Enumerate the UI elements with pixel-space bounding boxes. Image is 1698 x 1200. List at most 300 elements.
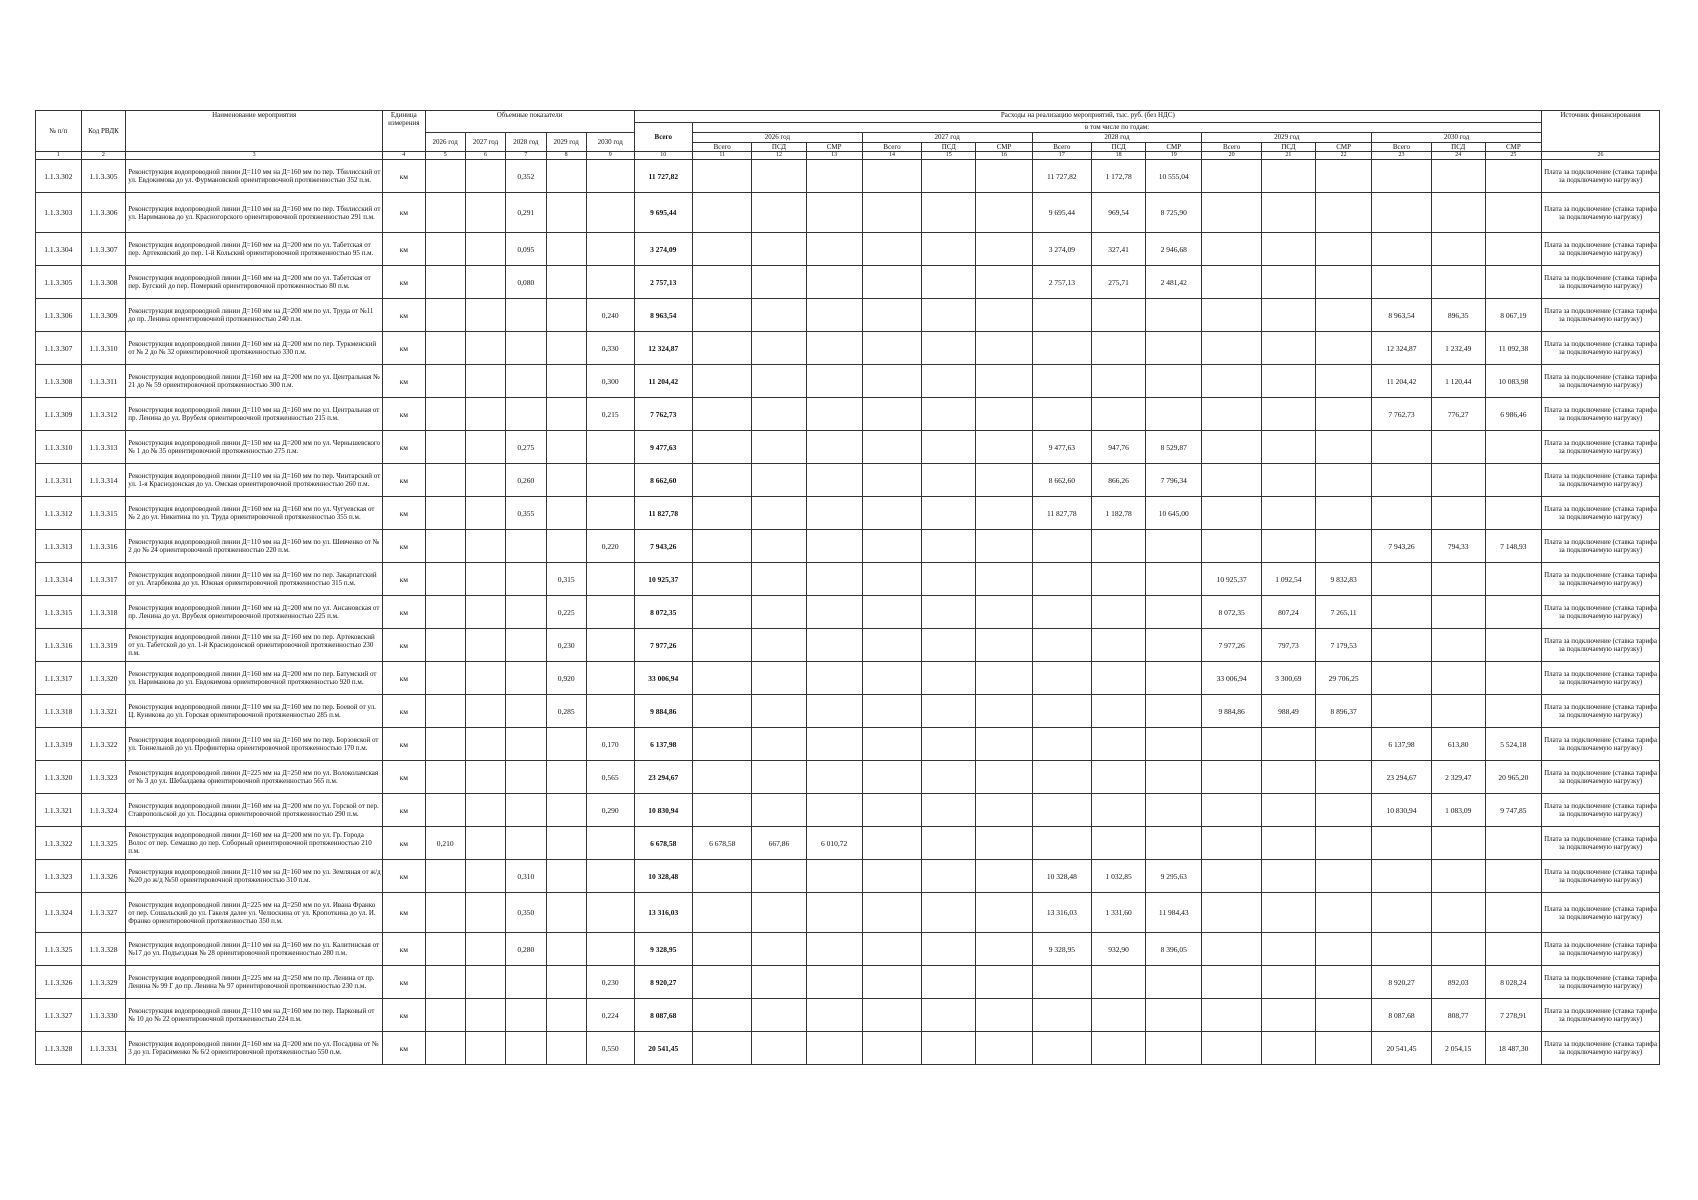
cell-code: 1.1.3.310 xyxy=(81,332,126,365)
cell-source: Плата за подключение (ставка тарифа за подключаемую нагрузку) xyxy=(1542,266,1660,299)
cell-source: Плата за подключение (ставка тарифа за подключаемую нагрузку) xyxy=(1542,193,1660,233)
cell-code: 1.1.3.323 xyxy=(81,761,126,794)
cell-psd xyxy=(1092,398,1146,431)
cell-smr xyxy=(806,596,862,629)
column-number: 1 xyxy=(36,152,82,160)
cell-volume xyxy=(465,728,505,761)
cell-volume xyxy=(425,1032,465,1065)
cell-source: Плата за подключение (ставка тарифа за подключаемую нагрузку) xyxy=(1542,999,1660,1032)
cell-total: 10 328,48 xyxy=(634,860,692,893)
table-row xyxy=(36,497,1660,530)
cell-code: 1.1.3.308 xyxy=(81,266,126,299)
cell-year-total xyxy=(1202,266,1261,299)
cell-year-total xyxy=(1032,761,1091,794)
cell-year-total xyxy=(862,662,921,695)
cell-volume xyxy=(506,761,546,794)
cell-psd xyxy=(1431,933,1485,966)
cell-year-total xyxy=(862,860,921,893)
cell-total: 10 830,94 xyxy=(634,794,692,827)
cell-volume xyxy=(586,629,634,662)
cell-source: Плата за подключение (ставка тарифа за подключаемую нагрузку) xyxy=(1542,629,1660,662)
cell-smr xyxy=(1146,827,1202,860)
cell-psd xyxy=(752,695,806,728)
cell-psd: 1 092,54 xyxy=(1261,563,1315,596)
cell-volume xyxy=(465,933,505,966)
cell-year-total xyxy=(862,332,921,365)
header-name: Наименование мероприятия xyxy=(126,111,383,152)
cell-psd xyxy=(922,999,976,1032)
cell-psd xyxy=(1261,860,1315,893)
cell-year-total xyxy=(862,193,921,233)
cell-smr xyxy=(806,233,862,266)
cell-year-total xyxy=(862,266,921,299)
cell-unit: км xyxy=(383,794,425,827)
cell-volume xyxy=(425,497,465,530)
cell-code: 1.1.3.309 xyxy=(81,299,126,332)
cell-psd xyxy=(922,332,976,365)
exp-sub-header: Всего xyxy=(1202,143,1261,152)
cell-psd: 613,80 xyxy=(1431,728,1485,761)
cell-volume xyxy=(546,266,586,299)
cell-unit: км xyxy=(383,728,425,761)
cell-year-total xyxy=(692,193,751,233)
cell-smr xyxy=(1315,398,1371,431)
exp-sub-header: Всего xyxy=(692,143,751,152)
cell-year-total xyxy=(862,398,921,431)
cell-volume xyxy=(546,193,586,233)
cell-year-total xyxy=(692,233,751,266)
cell-year-total: 20 541,45 xyxy=(1372,1032,1431,1065)
cell-unit: км xyxy=(383,695,425,728)
cell-year-total: 33 006,94 xyxy=(1202,662,1261,695)
cell-psd: 932,90 xyxy=(1092,933,1146,966)
cell-name: Реконструкция водопроводной линии Д=110 мм на Д=160 мм по пер. Боевой от ул. Ц. Куникова до ул. Горская ориентировочной протяженностью 285 п.м. xyxy=(126,695,383,728)
cell-year-total xyxy=(862,728,921,761)
column-number: 11 xyxy=(692,152,751,160)
exp-sub-header: ПСД xyxy=(752,143,806,152)
exp-year-header: 2029 год xyxy=(1202,133,1372,143)
cell-name: Реконструкция водопроводной линии Д=110 мм на Д=160 мм по пер. Тбилисский от ул. Нариманова до ул. Красногорского ориентировочной протяженностью 291 п.м. xyxy=(126,193,383,233)
cell-psd xyxy=(1261,728,1315,761)
cell-year-total xyxy=(1202,999,1261,1032)
cell-psd xyxy=(922,893,976,933)
cell-total: 9 695,44 xyxy=(634,193,692,233)
cell-smr xyxy=(976,563,1032,596)
cell-source: Плата за подключение (ставка тарифа за подключаемую нагрузку) xyxy=(1542,893,1660,933)
cell-volume xyxy=(506,563,546,596)
cell-volume xyxy=(586,233,634,266)
cell-volume xyxy=(425,266,465,299)
cell-psd xyxy=(1261,431,1315,464)
cell-psd xyxy=(1431,266,1485,299)
cell-year-total xyxy=(692,160,751,193)
cell-year-total: 11 827,78 xyxy=(1032,497,1091,530)
cell-volume xyxy=(506,827,546,860)
cell-source: Плата за подключение (ставка тарифа за подключаемую нагрузку) xyxy=(1542,160,1660,193)
cell-unit: км xyxy=(383,464,425,497)
cell-source: Плата за подключение (ставка тарифа за подключаемую нагрузку) xyxy=(1542,966,1660,999)
cell-smr: 8 529,87 xyxy=(1146,431,1202,464)
cell-year-total xyxy=(862,464,921,497)
cell-total: 11 727,82 xyxy=(634,160,692,193)
cell-volume xyxy=(546,431,586,464)
cell-code: 1.1.3.315 xyxy=(81,497,126,530)
cell-year-total xyxy=(692,794,751,827)
cell-volume xyxy=(425,365,465,398)
cell-smr xyxy=(1315,794,1371,827)
cell-name: Реконструкция водопроводной линии Д=110 мм на Д=160 мм по ул. Центральная от пр. Ленина до ул. Врубеля ориентировочной протяженностью 215 п.м. xyxy=(126,398,383,431)
cell-year-total: 9 328,95 xyxy=(1032,933,1091,966)
cell-number: 1.1.3.328 xyxy=(36,1032,82,1065)
column-number: 9 xyxy=(586,152,634,160)
cell-number: 1.1.3.303 xyxy=(36,193,82,233)
cell-name: Реконструкция водопроводной линии Д=160 мм на Д=200 мм по ул. Ансановская от пр. Ленина до ул. Врубеля ориентировочной протяженностью 225 п.м. xyxy=(126,596,383,629)
cell-psd xyxy=(1261,827,1315,860)
cell-volume xyxy=(546,299,586,332)
cell-number: 1.1.3.318 xyxy=(36,695,82,728)
cell-psd xyxy=(922,464,976,497)
cell-volume xyxy=(465,563,505,596)
cell-smr xyxy=(976,497,1032,530)
cell-smr xyxy=(806,193,862,233)
cell-psd xyxy=(1092,794,1146,827)
cell-psd xyxy=(1261,966,1315,999)
cell-volume xyxy=(465,365,505,398)
cell-psd xyxy=(1261,794,1315,827)
column-number: 7 xyxy=(506,152,546,160)
cell-smr xyxy=(1485,497,1541,530)
cell-psd xyxy=(922,728,976,761)
cell-psd xyxy=(752,398,806,431)
cell-psd xyxy=(922,662,976,695)
cell-year-total xyxy=(862,1032,921,1065)
cell-smr xyxy=(976,299,1032,332)
cell-smr xyxy=(976,933,1032,966)
cell-year-total xyxy=(1202,497,1261,530)
cell-volume xyxy=(425,761,465,794)
cell-smr xyxy=(1315,233,1371,266)
cell-psd xyxy=(922,398,976,431)
cell-psd xyxy=(752,431,806,464)
cell-smr xyxy=(806,563,862,596)
cell-volume xyxy=(425,999,465,1032)
cell-smr xyxy=(976,193,1032,233)
cell-volume xyxy=(425,431,465,464)
cell-smr: 7 278,91 xyxy=(1485,999,1541,1032)
column-number: 26 xyxy=(1542,152,1660,160)
cell-psd xyxy=(1261,761,1315,794)
cell-code: 1.1.3.322 xyxy=(81,728,126,761)
cell-psd xyxy=(922,629,976,662)
cell-volume: 0,224 xyxy=(586,999,634,1032)
cell-year-total xyxy=(1202,933,1261,966)
cell-year-total xyxy=(1032,596,1091,629)
cell-volume: 0,550 xyxy=(586,1032,634,1065)
cell-year-total xyxy=(692,662,751,695)
table-row xyxy=(36,193,1660,233)
cell-smr: 8 896,37 xyxy=(1315,695,1371,728)
cell-psd xyxy=(1261,933,1315,966)
cell-smr xyxy=(806,431,862,464)
cell-smr xyxy=(1146,563,1202,596)
cell-smr xyxy=(976,827,1032,860)
cell-psd xyxy=(1261,233,1315,266)
measures-table xyxy=(35,110,1660,1065)
cell-unit: км xyxy=(383,827,425,860)
cell-number: 1.1.3.327 xyxy=(36,999,82,1032)
cell-total: 20 541,45 xyxy=(634,1032,692,1065)
cell-year-total: 10 328,48 xyxy=(1032,860,1091,893)
cell-volume xyxy=(506,662,546,695)
table-row xyxy=(36,794,1660,827)
column-number: 23 xyxy=(1372,152,1431,160)
cell-year-total xyxy=(862,431,921,464)
cell-volume xyxy=(425,464,465,497)
exp-sub-header: Всего xyxy=(1372,143,1431,152)
header-total: Всего xyxy=(634,123,692,152)
cell-psd xyxy=(1431,662,1485,695)
cell-psd xyxy=(752,728,806,761)
cell-volume xyxy=(465,497,505,530)
cell-psd xyxy=(752,365,806,398)
column-number: 18 xyxy=(1092,152,1146,160)
cell-smr xyxy=(1485,160,1541,193)
cell-code: 1.1.3.306 xyxy=(81,193,126,233)
cell-year-total: 3 274,09 xyxy=(1032,233,1091,266)
cell-psd xyxy=(752,464,806,497)
cell-total: 6 678,58 xyxy=(634,827,692,860)
cell-smr xyxy=(976,398,1032,431)
cell-year-total xyxy=(1032,1032,1091,1065)
cell-psd xyxy=(1431,497,1485,530)
cell-psd xyxy=(922,933,976,966)
cell-psd xyxy=(752,794,806,827)
cell-source: Плата за подключение (ставка тарифа за подключаемую нагрузку) xyxy=(1542,933,1660,966)
cell-smr: 11 984,43 xyxy=(1146,893,1202,933)
cell-code: 1.1.3.314 xyxy=(81,464,126,497)
cell-volume xyxy=(465,332,505,365)
cell-psd xyxy=(1261,1032,1315,1065)
cell-year-total xyxy=(1032,299,1091,332)
cell-smr xyxy=(806,332,862,365)
cell-source: Плата за подключение (ставка тарифа за подключаемую нагрузку) xyxy=(1542,233,1660,266)
cell-volume xyxy=(586,464,634,497)
cell-psd xyxy=(1092,761,1146,794)
cell-year-total xyxy=(692,728,751,761)
cell-volume xyxy=(465,999,505,1032)
cell-year-total xyxy=(862,893,921,933)
cell-number: 1.1.3.308 xyxy=(36,365,82,398)
cell-name: Реконструкция водопроводной линии Д=110 мм на Д=160 мм по ул. Шевченко от № 2 до № 24 ориентировочной протяженностью 220 п.м. xyxy=(126,530,383,563)
cell-unit: км xyxy=(383,596,425,629)
exp-sub-header: СМР xyxy=(1485,143,1541,152)
cell-psd xyxy=(1261,365,1315,398)
cell-smr xyxy=(1485,464,1541,497)
cell-smr: 9 295,63 xyxy=(1146,860,1202,893)
cell-smr xyxy=(1315,999,1371,1032)
cell-name: Реконструкция водопроводной линии Д=160 мм на Д=200 мм по ул. Посадина от № 3 до ул. Герасименко № 6/2 ориентировочной протяженностью 550 п.м. xyxy=(126,1032,383,1065)
cell-smr xyxy=(976,1032,1032,1065)
table-row xyxy=(36,728,1660,761)
cell-number: 1.1.3.314 xyxy=(36,563,82,596)
cell-year-total xyxy=(692,332,751,365)
column-number: 25 xyxy=(1485,152,1541,160)
cell-psd: 988,49 xyxy=(1261,695,1315,728)
cell-psd xyxy=(1092,563,1146,596)
cell-year-total: 11 204,42 xyxy=(1372,365,1431,398)
table-body xyxy=(36,160,1660,1065)
cell-volume xyxy=(546,761,586,794)
cell-volume xyxy=(465,662,505,695)
cell-volume xyxy=(465,761,505,794)
cell-volume xyxy=(425,728,465,761)
cell-source: Плата за подключение (ставка тарифа за подключаемую нагрузку) xyxy=(1542,464,1660,497)
cell-volume xyxy=(465,966,505,999)
cell-name: Реконструкция водопроводной линии Д=160 мм на Д=200 мм по ул. Труда от №11 до пр. Ленина ориентировочной протяженностью 240 п.м. xyxy=(126,299,383,332)
cell-name: Реконструкция водопроводной линии Д=160 мм на Д=200 мм по ул. Табетская от пер. Артековский до пер. 1-й Кольский ориентировочной протяженностью 95 п.м. xyxy=(126,233,383,266)
cell-unit: км xyxy=(383,233,425,266)
cell-smr xyxy=(976,596,1032,629)
cell-volume xyxy=(465,233,505,266)
cell-psd xyxy=(922,596,976,629)
cell-year-total xyxy=(862,794,921,827)
cell-volume xyxy=(546,398,586,431)
cell-volume xyxy=(586,933,634,966)
cell-year-total xyxy=(1032,332,1091,365)
cell-year-total: 8 087,68 xyxy=(1372,999,1431,1032)
cell-year-total: 11 727,82 xyxy=(1032,160,1091,193)
cell-year-total xyxy=(692,266,751,299)
cell-volume xyxy=(586,497,634,530)
cell-name: Реконструкция водопроводной линии Д=225 мм на Д=250 мм по пр. Ленина от пр. Ленина № 99 Г до пр. Ленина № 97 ориентировочной протяженностью 230 п.м. xyxy=(126,966,383,999)
cell-volume xyxy=(546,860,586,893)
table-row xyxy=(36,398,1660,431)
cell-smr xyxy=(806,966,862,999)
cell-volume xyxy=(586,827,634,860)
cell-year-total: 8 963,54 xyxy=(1372,299,1431,332)
cell-psd xyxy=(1092,728,1146,761)
cell-volume: 0,225 xyxy=(546,596,586,629)
cell-source: Плата за подключение (ставка тарифа за подключаемую нагрузку) xyxy=(1542,728,1660,761)
cell-year-total xyxy=(1202,530,1261,563)
cell-smr xyxy=(1146,629,1202,662)
cell-name: Реконструкция водопроводной линии Д=110 мм на Д=160 мм по пер. Чинтарский от ул. 1-я Краснодонская до ул. Омская ориентировочной протяженностью 260 п.м. xyxy=(126,464,383,497)
cell-year-total xyxy=(1032,966,1091,999)
cell-smr: 20 965,20 xyxy=(1485,761,1541,794)
cell-name: Реконструкция водопроводной линии Д=110 мм на Д=160 мм по пер. Тбилисский от ул. Евдокимова до ул. Фурмановской ориентировочной протяженностью 352 п.м. xyxy=(126,160,383,193)
cell-smr xyxy=(1315,860,1371,893)
cell-volume xyxy=(586,266,634,299)
cell-volume xyxy=(546,497,586,530)
cell-psd: 892,03 xyxy=(1431,966,1485,999)
cell-volume xyxy=(465,530,505,563)
vol-year-header: 2026 год xyxy=(425,133,465,152)
cell-psd xyxy=(1092,299,1146,332)
cell-psd xyxy=(1431,193,1485,233)
cell-smr xyxy=(1485,629,1541,662)
cell-name: Реконструкция водопроводной линии Д=160 мм на Д=200 мм по ул. Центральная № 21 до № 59 ориентировочной протяженностью 300 п.м. xyxy=(126,365,383,398)
cell-volume xyxy=(465,695,505,728)
cell-year-total xyxy=(1202,761,1261,794)
cell-year-total: 8 662,60 xyxy=(1032,464,1091,497)
cell-smr xyxy=(1146,761,1202,794)
cell-psd xyxy=(1431,464,1485,497)
cell-volume xyxy=(425,794,465,827)
cell-source: Плата за подключение (ставка тарифа за подключаемую нагрузку) xyxy=(1542,860,1660,893)
cell-volume: 0,310 xyxy=(506,860,546,893)
cell-name: Реконструкция водопроводной линии Д=110 мм на Д=160 мм по пер. Борзовской от ул. Тоннельной до ул. Профинтерна ориентировочной протяженностью 170 п.м. xyxy=(126,728,383,761)
cell-number: 1.1.3.325 xyxy=(36,933,82,966)
cell-code: 1.1.3.320 xyxy=(81,662,126,695)
cell-code: 1.1.3.328 xyxy=(81,933,126,966)
table-row xyxy=(36,464,1660,497)
cell-smr xyxy=(1485,933,1541,966)
cell-number: 1.1.3.323 xyxy=(36,860,82,893)
cell-source: Плата за подключение (ставка тарифа за подключаемую нагрузку) xyxy=(1542,1032,1660,1065)
cell-smr xyxy=(806,695,862,728)
cell-smr xyxy=(1315,497,1371,530)
column-number: 13 xyxy=(806,152,862,160)
cell-number: 1.1.3.316 xyxy=(36,629,82,662)
cell-psd xyxy=(752,299,806,332)
cell-smr: 7 796,34 xyxy=(1146,464,1202,497)
cell-psd xyxy=(1431,860,1485,893)
cell-year-total xyxy=(1032,695,1091,728)
cell-volume xyxy=(546,530,586,563)
cell-psd xyxy=(1092,827,1146,860)
exp-sub-header: Всего xyxy=(1032,143,1091,152)
exp-sub-header: Всего xyxy=(862,143,921,152)
cell-psd xyxy=(752,563,806,596)
cell-smr xyxy=(976,966,1032,999)
cell-year-total: 9 884,86 xyxy=(1202,695,1261,728)
cell-year-total xyxy=(862,761,921,794)
table-row xyxy=(36,299,1660,332)
cell-unit: км xyxy=(383,966,425,999)
cell-volume: 0,220 xyxy=(586,530,634,563)
cell-smr xyxy=(1146,966,1202,999)
cell-year-total xyxy=(1202,398,1261,431)
cell-smr xyxy=(806,860,862,893)
cell-volume xyxy=(546,933,586,966)
cell-number: 1.1.3.309 xyxy=(36,398,82,431)
cell-volume xyxy=(586,596,634,629)
cell-year-total: 8 920,27 xyxy=(1372,966,1431,999)
cell-year-total xyxy=(862,827,921,860)
cell-smr: 9 832,83 xyxy=(1315,563,1371,596)
cell-smr xyxy=(976,160,1032,193)
cell-code: 1.1.3.313 xyxy=(81,431,126,464)
cell-number: 1.1.3.304 xyxy=(36,233,82,266)
column-number: 15 xyxy=(922,152,976,160)
cell-psd xyxy=(1431,160,1485,193)
cell-name: Реконструкция водопроводной линии Д=110 мм на Д=160 мм по ул. Земляная от ж/д №20 до ж/д №50 ориентировочной протяженностью 310 п.м. xyxy=(126,860,383,893)
cell-number: 1.1.3.305 xyxy=(36,266,82,299)
cell-smr xyxy=(1485,193,1541,233)
cell-year-total xyxy=(692,999,751,1032)
column-number: 3 xyxy=(126,152,383,160)
cell-smr: 10 083,98 xyxy=(1485,365,1541,398)
cell-psd xyxy=(922,160,976,193)
cell-smr xyxy=(1146,365,1202,398)
cell-smr xyxy=(976,662,1032,695)
cell-psd xyxy=(752,761,806,794)
vol-year-header: 2027 год xyxy=(465,133,505,152)
cell-total: 11 204,42 xyxy=(634,365,692,398)
cell-smr: 2 481,42 xyxy=(1146,266,1202,299)
cell-volume xyxy=(465,629,505,662)
cell-psd xyxy=(1092,1032,1146,1065)
